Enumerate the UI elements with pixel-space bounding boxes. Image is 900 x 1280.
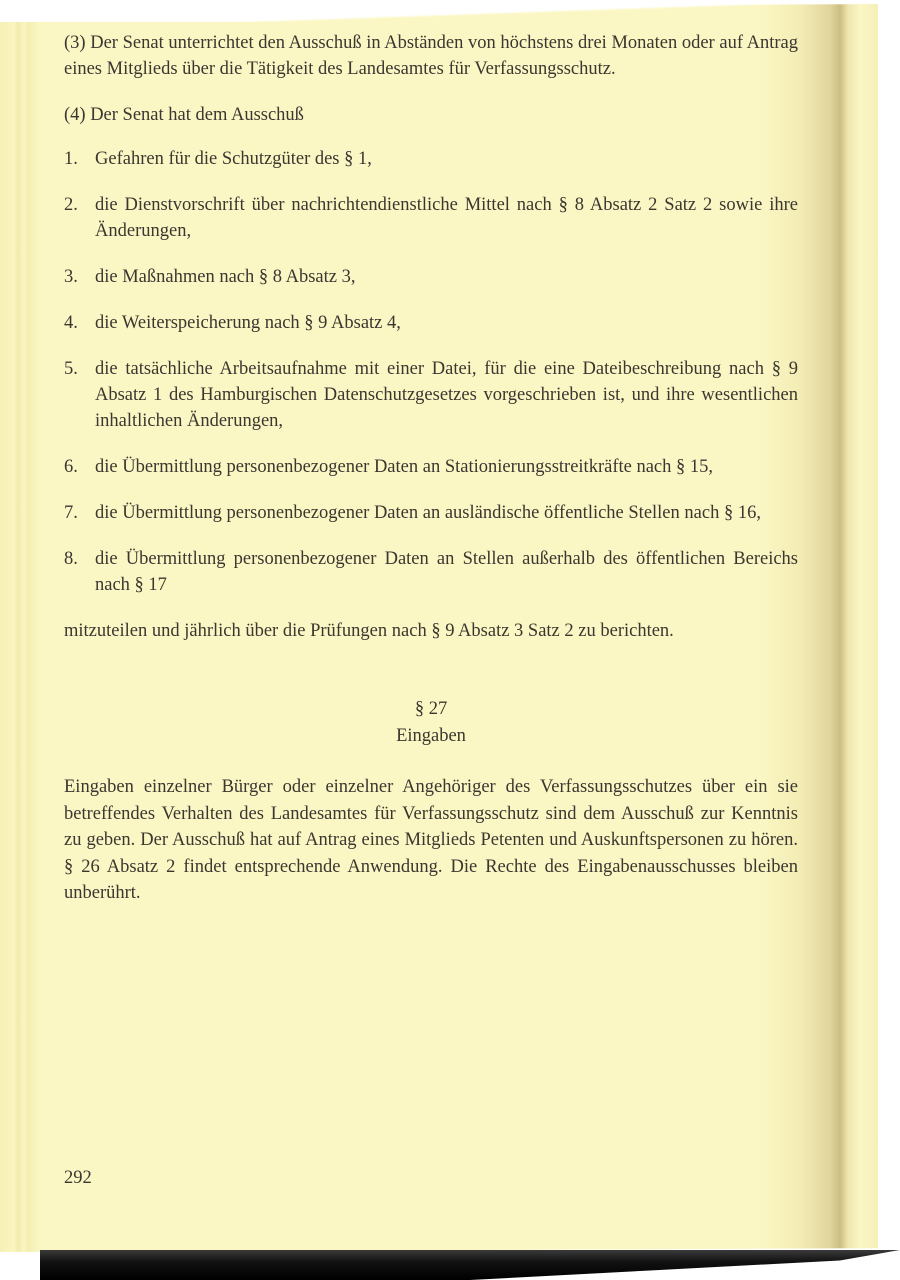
paragraph-3: (3) Der Senat unterrichtet den Ausschuß in Abständen von höchstens drei Monaten oder auf Antrag eines Mitglieds über die Tätigkeit des Landesamtes für Verfassungsschutz. — [64, 33, 798, 79]
list-number: 2. — [64, 195, 78, 215]
list-text: die Übermittlung personenbezogener Daten an Stellen außerhalb des öffentlichen Bereichs nach § 17 — [95, 549, 798, 595]
list-text: die tatsächliche Arbeitsaufnahme mit einer Datei, für die eine Dateibeschreibung nach § 9 Absatz 1 des Hamburgischen Datenschutzgesetzes vorgeschrieben ist, und ihre wesentlichen inhaltlichen Änderungen, — [95, 359, 798, 431]
list-item — [64, 454, 798, 480]
list-item — [64, 546, 798, 598]
list-number: 4. — [64, 313, 78, 333]
list-number: 5. — [64, 359, 78, 379]
page-number: 292 — [64, 1168, 92, 1188]
list-item — [64, 192, 798, 244]
list-item — [64, 146, 798, 172]
paragraph-4-closing: mitzuteilen und jährlich über die Prüfungen nach § 9 Absatz 3 Satz 2 zu berichten. — [64, 621, 674, 641]
list-text: die Übermittlung personenbezogener Daten an Stationierungsstreitkräfte nach § 15, — [95, 457, 714, 477]
page-text-body — [64, 30, 798, 907]
list-text: die Maßnahmen nach § 8 Absatz 3, — [95, 267, 356, 287]
list-number: 7. — [64, 503, 78, 523]
list-item — [64, 356, 798, 434]
list-text: die Dienstvorschrift über nachrichtendienstliche Mittel nach § 8 Absatz 2 Satz 2 sowie ihre Änderungen, — [95, 195, 798, 241]
list-number: 8. — [64, 549, 78, 569]
list-number: 3. — [64, 267, 78, 287]
page-right-margin — [878, 0, 900, 1280]
numbered-list — [64, 146, 798, 598]
list-number: 6. — [64, 457, 78, 477]
paragraph-4-intro: (4) Der Senat hat dem Ausschuß — [64, 105, 304, 125]
list-text: die Weiterspeicherung nach § 9 Absatz 4, — [95, 313, 401, 333]
page-top-edge — [0, 0, 900, 22]
list-text: Gefahren für die Schutzgüter des § 1, — [95, 149, 372, 169]
list-item — [64, 310, 798, 336]
scan-bottom-shadow — [40, 1250, 900, 1280]
list-item — [64, 500, 798, 526]
list-item — [64, 264, 798, 290]
section-27-body: Eingaben einzelner Bürger oder einzelner Angehöriger des Verfassungsschutzes über ein sie betreffendes Verhalten des Landesamtes für Verfassungsschutz sind dem Ausschuß zur Kenntnis zu geben. Der Ausschuß hat auf Antrag eines Mitglieds Petenten und Auskunftspersonen zu hören. § 26 Absatz 2 findet entsprechende Anwendung. Die Rechte des Eingabenausschusses bleiben unberührt. — [64, 777, 798, 903]
list-text: die Übermittlung personenbezogener Daten an ausländische öffentliche Stellen nach § 16, — [95, 503, 761, 523]
section-title: Eingaben — [396, 726, 466, 746]
section-number: § 27 — [414, 699, 448, 719]
bottom-corner — [0, 1252, 40, 1280]
section-heading — [64, 696, 798, 750]
list-number: 1. — [64, 149, 78, 169]
